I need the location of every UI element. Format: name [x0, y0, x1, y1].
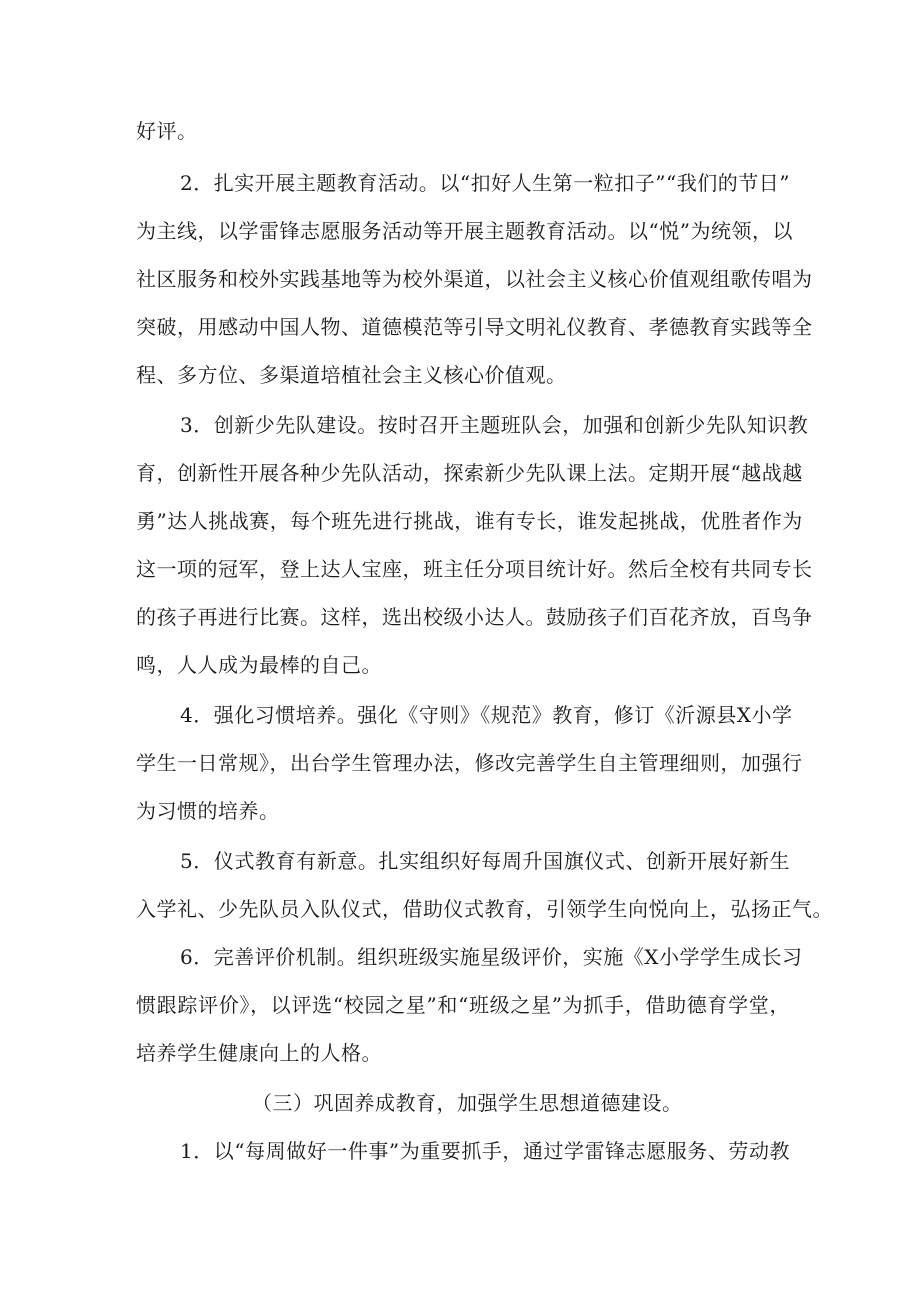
- paragraph-line: 为习惯的培养。: [136, 799, 280, 823]
- section-heading: （三）巩固养成教育，加强学生思想道德建设。: [252, 1091, 683, 1115]
- paragraph-line: 4．强化习惯培养。强化《守则》《规范》教育，修订《沂源县X小学: [180, 703, 793, 727]
- paragraph-line: 3．创新少先队建设。按时召开主题班队会，加强和创新少先队知识教: [180, 413, 809, 437]
- paragraph-line: 鸣，人人成为最棒的自己。: [136, 653, 382, 677]
- paragraph-line: 好评。: [136, 119, 198, 143]
- paragraph-line: 6．完善评价机制。组织班级实施星级评价，实施《X小学学生成长习: [180, 945, 803, 969]
- paragraph-line: 入学礼、少先队员入队仪式，借助仪式教育，引领学生向悦向上，弘扬正气。: [136, 897, 833, 921]
- paragraph-line: 2．扎实开展主题教育活动。以“扣好人生第一粒扣子”“我们的节日”: [180, 171, 790, 195]
- paragraph-line: 勇”达人挑战赛，每个班先进行挑战，谁有专长，谁发起挑战，优胜者作为: [136, 509, 803, 533]
- paragraph-line: 育，创新性开展各种少先队活动，探索新少先队课上法。定期开展“越战越: [136, 461, 803, 485]
- paragraph-line: 惯跟踪评价》，以评选“校园之星”和“班级之星”为抓手，借助德育学堂，: [136, 993, 790, 1017]
- paragraph-line: 1．以“每周做好一件事”为重要抓手，通过学雷锋志愿服务、劳动教: [180, 1139, 790, 1163]
- paragraph-line: 培养学生健康向上的人格。: [136, 1041, 382, 1065]
- paragraph-line: 学生一日常规》，出台学生管理办法，修改完善学生自主管理细则，加强行: [136, 751, 803, 775]
- paragraph-line: 社区服务和校外实践基地等为校外渠道，以社会主义核心价值观组歌传唱为: [136, 267, 813, 291]
- paragraph-line: 突破，用感动中国人物、道德模范等引导文明礼仪教育、孝德教育实践等全: [136, 315, 813, 339]
- paragraph-line: 这一项的冠军，登上达人宝座，班主任分项目统计好。然后全校有共同专长: [136, 557, 813, 581]
- paragraph-line: 程、多方位、多渠道培植社会主义核心价值观。: [136, 363, 567, 387]
- paragraph-line: 5．仪式教育有新意。扎实组织好每周升国旗仪式、创新开展好新生: [180, 849, 790, 873]
- paragraph-line: 的孩子再进行比赛。这样，选出校级小达人。鼓励孩子们百花齐放，百鸟争: [136, 605, 813, 629]
- paragraph-line: 为主线，以学雷锋志愿服务活动等开展主题教育活动。以“悦”为统领，以: [136, 219, 793, 243]
